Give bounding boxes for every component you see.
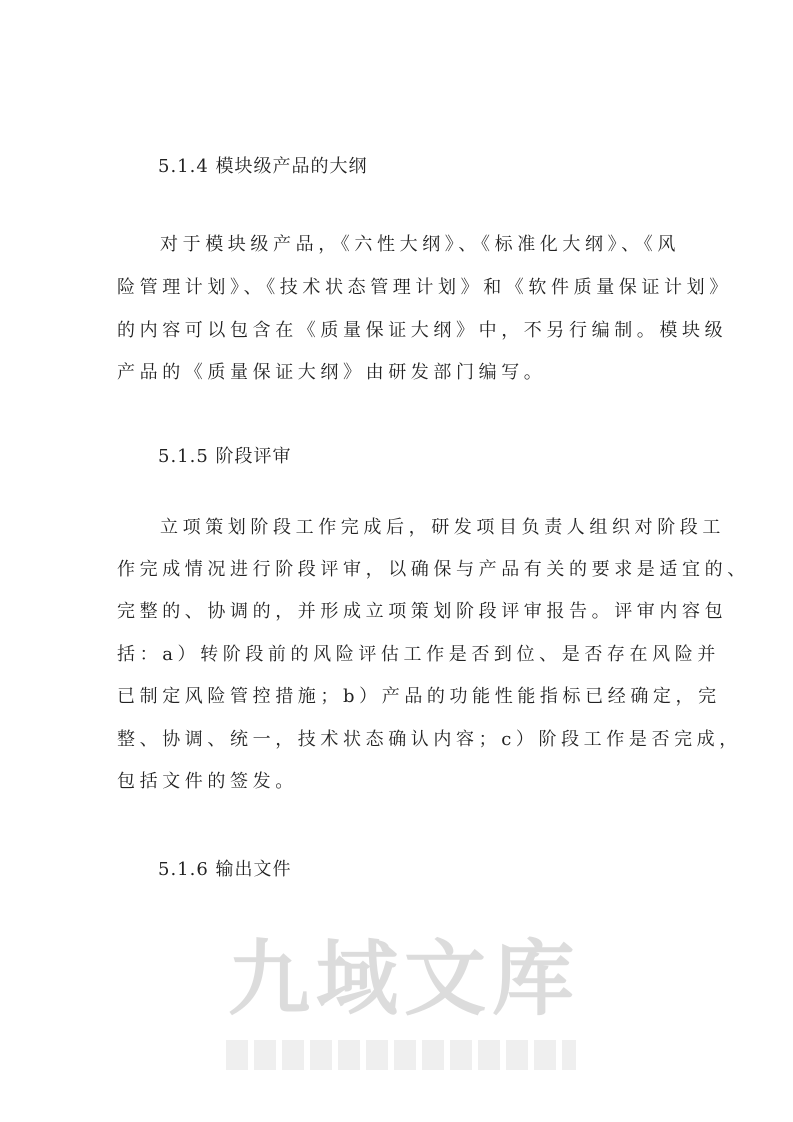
section-heading: 5.1.4 模块级产品的大纲 xyxy=(158,156,368,177)
paragraph-line: 括：a）转阶段前的风险评估工作是否到位、是否存在风险并 xyxy=(117,644,720,665)
paragraph-line: 包括文件的签发。 xyxy=(117,771,298,792)
paragraph-line: 对于模块级产品，《六性大纲》、《标准化大纲》、《风 xyxy=(160,234,680,255)
paragraph-line: 险管理计划》、《技术状态管理计划》和《软件质量保证计划》 xyxy=(117,277,732,298)
paragraph-line: 整、协调、统一，技术状态确认内容；c）阶段工作是否完成， xyxy=(117,729,742,750)
watermark-subtitle xyxy=(226,1040,576,1070)
section-heading: 5.1.6 输出文件 xyxy=(158,859,292,880)
watermark-logo: 九域文库 xyxy=(228,932,581,1027)
paragraph-line: 完整的、协调的，并形成立项策划阶段评审报告。评审内容包 xyxy=(117,601,728,622)
paragraph-line: 的内容可以包含在《质量保证大纲》中，不另行编制。模块级 xyxy=(117,320,728,341)
paragraph-line: 产品的《质量保证大纲》由研发部门编写。 xyxy=(117,362,547,383)
section-heading: 5.1.5 阶段评审 xyxy=(158,446,292,467)
paragraph-line: 已制定风险管控措施；b）产品的功能性能指标已经确定，完 xyxy=(117,686,721,707)
paragraph-line: 立项策划阶段工作完成后，研发项目负责人组织对阶段工 xyxy=(160,517,725,538)
paragraph-line: 作完成情况进行阶段评审，以确保与产品有关的要求是适宜的、 xyxy=(117,559,750,580)
